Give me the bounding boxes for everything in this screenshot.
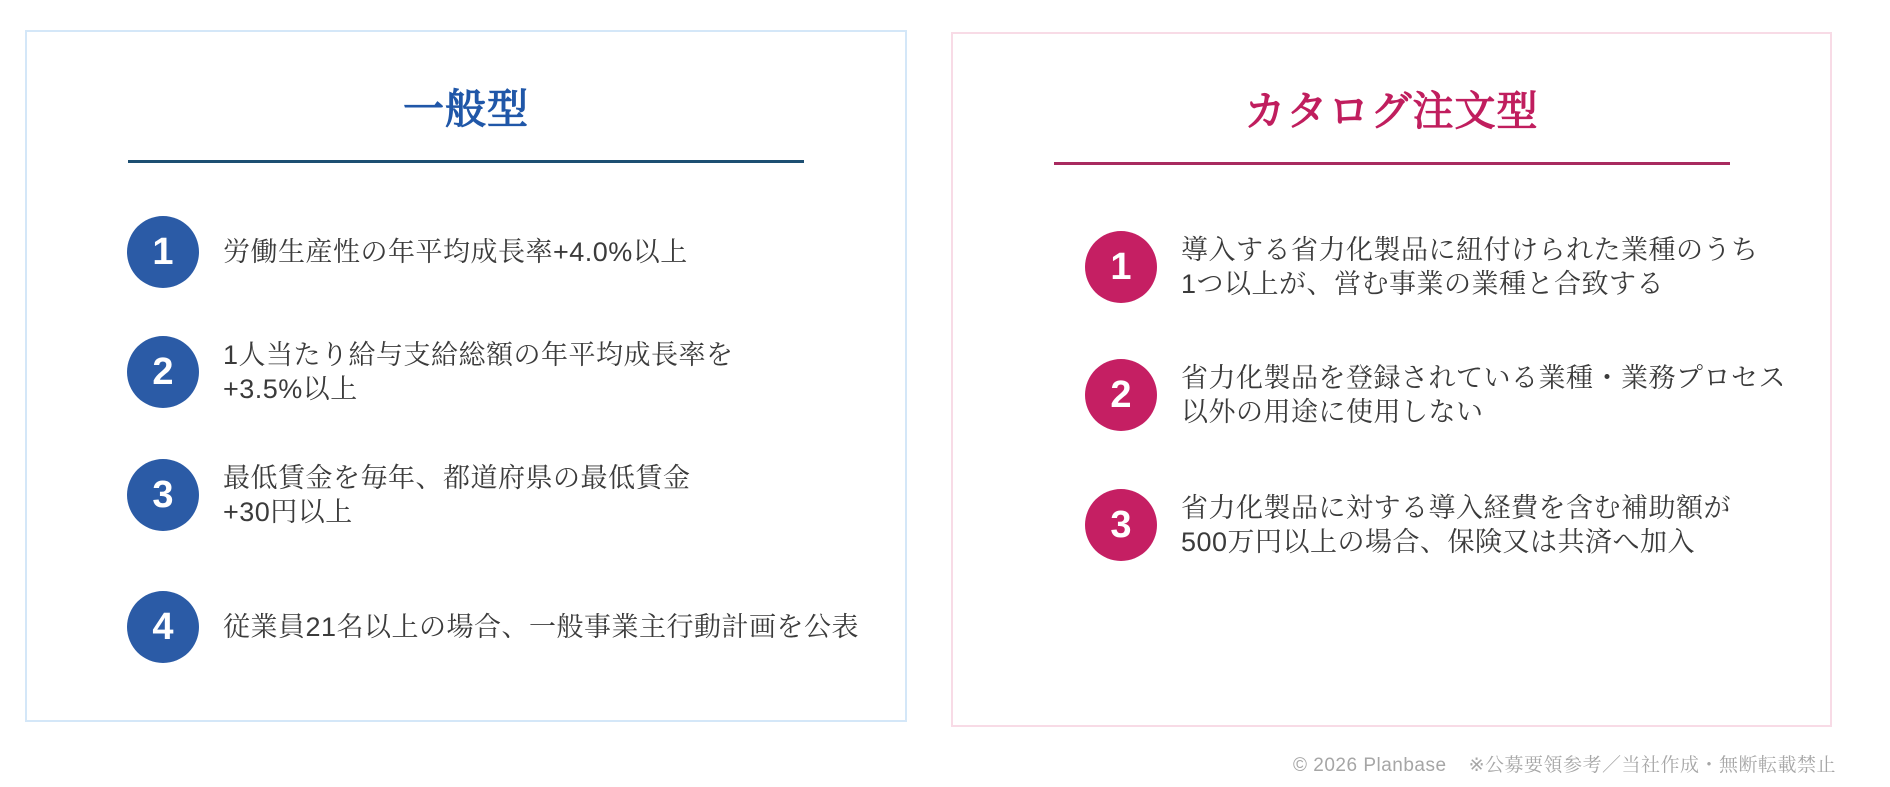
item-number-badge: 3 <box>1085 489 1157 561</box>
item-text-line: +3.5%以上 <box>223 374 358 404</box>
item-number-badge: 1 <box>127 216 199 288</box>
criteria-item <box>1085 489 1731 561</box>
item-text-line: 以外の用途に使用しない <box>1181 397 1484 427</box>
panel-title: 一般型 <box>403 86 529 132</box>
item-text <box>223 610 859 644</box>
item-text-line: 1つ以上が、営む事業の業種と合致する <box>1181 269 1665 299</box>
item-text <box>223 235 688 269</box>
criteria-item <box>1085 231 1759 303</box>
criteria-item <box>127 591 859 663</box>
footer <box>1293 750 1836 777</box>
criteria-item <box>127 459 691 531</box>
item-text <box>223 461 691 529</box>
item-number-badge: 4 <box>127 591 199 663</box>
item-number-badge: 1 <box>1085 231 1157 303</box>
general-type-panel <box>25 30 907 722</box>
catalog-order-type-panel <box>951 32 1832 727</box>
item-text-line: 労働生産性の年平均成長率+4.0%以上 <box>223 237 688 267</box>
item-text-line: 従業員21名以上の場合、一般事業主行動計画を公表 <box>223 612 860 642</box>
item-text-line: 最低賃金を毎年、都道府県の最低賃金 <box>223 463 691 493</box>
item-text <box>1181 491 1731 559</box>
item-number-badge: 2 <box>127 336 199 408</box>
panel-title: カタログ注文型 <box>1244 88 1539 134</box>
item-text-line: +30円以上 <box>223 497 353 527</box>
item-text-line: 導入する省力化製品に紐付けられた業種のうち <box>1181 235 1759 265</box>
criteria-item <box>127 336 734 408</box>
item-text-line: 省力化製品に対する導入経費を含む補助額が <box>1181 493 1731 523</box>
disclaimer-text: ※公募要領参考／当社作成・無断転載禁止 <box>1468 755 1836 776</box>
item-number-badge: 2 <box>1085 359 1157 431</box>
item-text <box>1181 361 1786 429</box>
item-text <box>223 338 734 406</box>
criteria-item <box>1085 359 1786 431</box>
title-underline-rule <box>1054 162 1730 165</box>
item-number-badge: 3 <box>127 459 199 531</box>
copyright-text: © 2026 Planbase <box>1293 755 1447 776</box>
item-text <box>1181 233 1759 301</box>
item-text-line: 1人当たり給与支給総額の年平均成長率を <box>223 340 734 370</box>
item-text-line: 省力化製品を登録されている業種・業務プロセス <box>1181 363 1786 393</box>
criteria-item <box>127 216 688 288</box>
item-text-line: 500万円以上の場合、保険又は共済へ加入 <box>1181 527 1696 557</box>
title-underline-rule <box>128 160 804 163</box>
